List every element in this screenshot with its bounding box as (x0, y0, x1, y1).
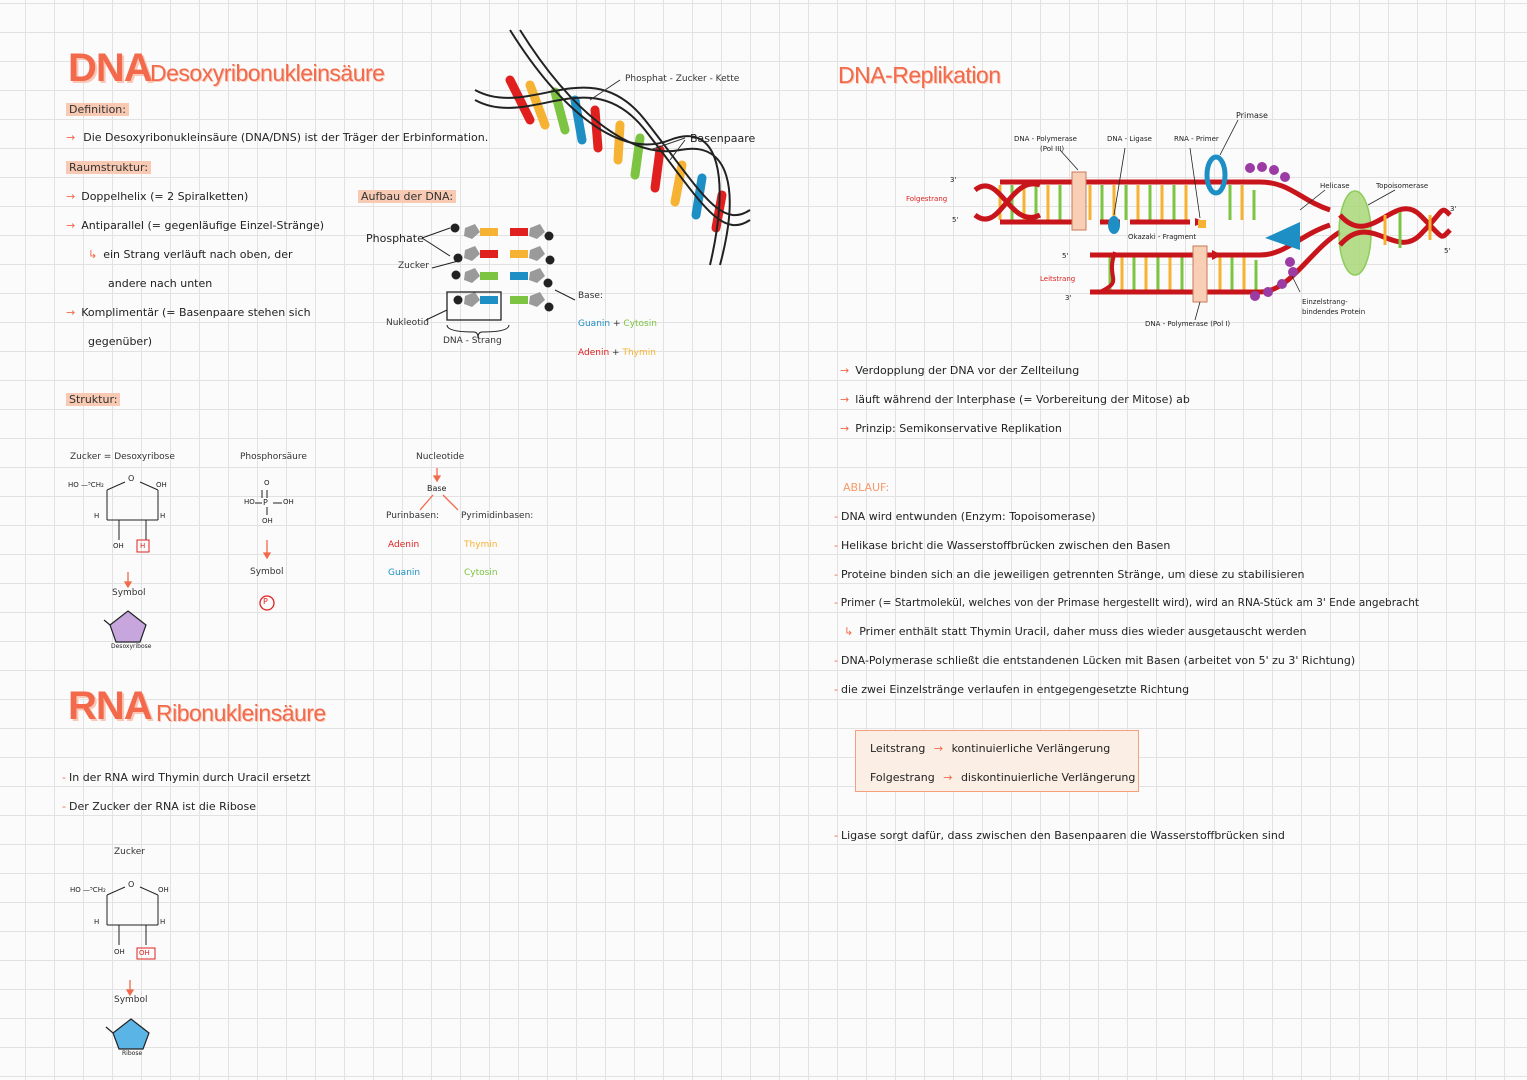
raum-item: ↳ ein Strang verläuft nach oben, der (88, 248, 293, 261)
phosphoric-acid-structure (255, 490, 282, 515)
chem-h: H (94, 918, 100, 926)
einzel-label-2: bindendes Protein (1302, 308, 1366, 316)
rna-item: - Der Zucker der RNA ist die Ribose (62, 800, 257, 813)
chem-p: P (263, 498, 268, 507)
definition-label: Definition: (66, 103, 129, 116)
pair-gc: Guanin + Cytosin (578, 319, 657, 329)
deoxyribose-symbol-shape (104, 611, 146, 642)
primer-label: RNA - Primer (1174, 135, 1219, 143)
desoxyribose-symbol-label: Symbol (112, 588, 146, 598)
chem-h: H (94, 512, 100, 520)
rna-oh-highlight: OH (139, 949, 150, 957)
ablauf-step: - DNA-Polymerase schließt die entstandenen Lücken mit Basen (arbeitet von 5' zu 3' Richtung) (834, 654, 1356, 667)
chem-h-highlight: H (140, 542, 146, 550)
purin-label: Purinbasen: (386, 511, 440, 521)
rna-subtitle: Ribonukleinsäure (156, 700, 326, 726)
polymerase3-label: DNA - Polymerase (1014, 135, 1077, 143)
prime-5-label: 5' (1444, 247, 1451, 255)
zucker-heading: Zucker = Desoxyribose (70, 452, 175, 462)
base-label: Base: (578, 291, 603, 301)
ablauf-step: - Proteine binden sich an die jeweiligen getrennten Stränge, um diese zu stabilisieren (834, 568, 1305, 581)
folgestrang-label: Folgestrang (906, 195, 948, 203)
rna-title: RNA (68, 684, 152, 728)
chem-o: O (128, 880, 135, 889)
rna-item: - In der RNA wird Thymin durch Uracil ersetzt (62, 771, 311, 784)
phosphor-symbol-label: Symbol (250, 567, 284, 577)
pyrimidin-label: Pyrimidinbasen: (461, 511, 534, 521)
raum-item: → Komplimentär (= Basenpaare stehen sich (66, 306, 311, 319)
replication-title: DNA-Replikation (838, 62, 1001, 88)
desoxyribose-small-label: Desoxyribose (111, 643, 152, 650)
prime-5-label: 5' (952, 216, 959, 224)
prime-3-label: 3' (1065, 294, 1072, 302)
aufbau-label: Aufbau der DNA: (358, 190, 456, 203)
chem-ho-ch2: HO —⁵CH₂ (70, 886, 106, 894)
chem-h: H (160, 918, 166, 926)
raum-item: → Doppelhelix (= 2 Spiralketten) (66, 190, 249, 203)
primase-label: Primase (1236, 111, 1268, 120)
pyrimidin-cytosin: Cytosin (464, 568, 498, 578)
phosphate-label: Phosphate (366, 232, 424, 245)
box-row: Leitstrang → kontinuierliche Verlängerung (870, 742, 1111, 755)
ligase-note: - Ligase sorgt dafür, dass zwischen den Basenpaaren die Wasserstoffbrücken sind (834, 829, 1285, 842)
phosphate-symbol-p: P (263, 597, 268, 606)
okazaki-label: Okazaki - Fragment (1128, 233, 1197, 241)
chem-o: O (264, 479, 270, 487)
struktur-label: Struktur: (66, 393, 120, 406)
chem-oh: OH (283, 498, 294, 506)
chem-o: O (128, 474, 135, 483)
pol3-label: (Pol III) (1040, 145, 1065, 153)
nucleotide-heading: Nucleotide (416, 452, 465, 462)
ribose-symbol-label: Symbol (114, 995, 148, 1005)
chem-oh: OH (113, 542, 124, 550)
nucleotide-base: Base (427, 484, 447, 493)
chem-oh: OH (156, 481, 167, 489)
prime-3-label: 3' (950, 176, 957, 184)
chem-h: H (160, 512, 166, 520)
ablauf-step: ↳ Primer enthält statt Thymin Uracil, daher muss dies wieder ausgetauscht werden (844, 625, 1307, 638)
helix-chain-label: Phosphat - Zucker - Kette (625, 74, 740, 84)
pyrimidin-thymin: Thymin (464, 540, 498, 550)
helicase-label: Helicase (1320, 182, 1350, 190)
zucker-label: Zucker (398, 261, 429, 271)
leitstrang-label: Leitstrang (1040, 275, 1076, 283)
dna-aufbau-diagram (422, 224, 575, 339)
ablauf-step: - Helikase bricht die Wasserstoffbrücken zwischen den Basen (834, 539, 1171, 552)
definition-line: → Die Desoxyribonukleinsäure (DNA/DNS) ist der Träger der Erbinformation. (66, 131, 489, 144)
ablauf-label: ABLAUF: (843, 481, 890, 494)
replication-point: → Verdopplung der DNA vor der Zellteilung (840, 364, 1080, 377)
chem-oh: OH (262, 517, 273, 525)
dna-title: DNA (68, 46, 152, 90)
replication-point: → Prinzip: Semikonservative Replikation (840, 422, 1062, 435)
purin-adenin: Adenin (388, 540, 420, 550)
phosphor-heading: Phosphorsäure (240, 452, 307, 462)
raum-item: gegenüber) (88, 335, 153, 348)
ribose-symbol-shape (106, 1019, 149, 1049)
prime-5-label: 5' (1062, 252, 1069, 260)
topo-label: Topoisomerase (1376, 182, 1429, 190)
nukleotid-label: Nukleotid (386, 318, 429, 328)
polymerase1-label: DNA - Polymerase (Pol I) (1145, 320, 1231, 328)
chem-ho: HO (244, 498, 255, 506)
strang-label: DNA - Strang (443, 336, 502, 346)
ablauf-step: - die zwei Einzelstränge verlaufen in entgegengesetzte Richtung (834, 683, 1190, 696)
helix-pairs-label: Basenpaare (690, 132, 756, 145)
raumstruktur-label: Raumstruktur: (66, 161, 151, 174)
pair-at: Adenin + Thymin (578, 348, 656, 358)
chem-oh: OH (158, 886, 169, 894)
dna-subtitle: Desoxyribonukleinsäure (150, 60, 385, 86)
rna-zucker-label: Zucker (114, 847, 145, 857)
ligase-label: DNA - Ligase (1107, 135, 1152, 143)
ablauf-step: - Primer (= Startmolekül, welches von der Primase hergestellt wird), wird an RNA-Stück am 3' Ende angebracht (834, 597, 1420, 609)
box-row: Folgestrang → diskontinuierliche Verlängerung (870, 771, 1136, 784)
chem-ho-ch2: HO —⁵CH₂ (68, 481, 104, 489)
chem-oh: OH (114, 948, 125, 956)
prime-3-label: 3' (1450, 205, 1457, 213)
ablauf-step: - DNA wird entwunden (Enzym: Topoisomerase) (834, 510, 1096, 523)
replication-point: → läuft während der Interphase (= Vorbereitung der Mitose) ab (840, 393, 1190, 406)
raum-item: → Antiparallel (= gegenläufige Einzel-Stränge) (66, 219, 325, 232)
raum-item: andere nach unten (108, 277, 213, 290)
einzel-label-1: Einzelstrang- (1302, 298, 1348, 306)
ribose-small-label: Ribose (122, 1050, 143, 1057)
definition-text: Die Desoxyribonukleinsäure (DNA/DNS) ist der Träger der Erbinformation. (83, 131, 489, 144)
purin-guanin: Guanin (388, 568, 421, 578)
